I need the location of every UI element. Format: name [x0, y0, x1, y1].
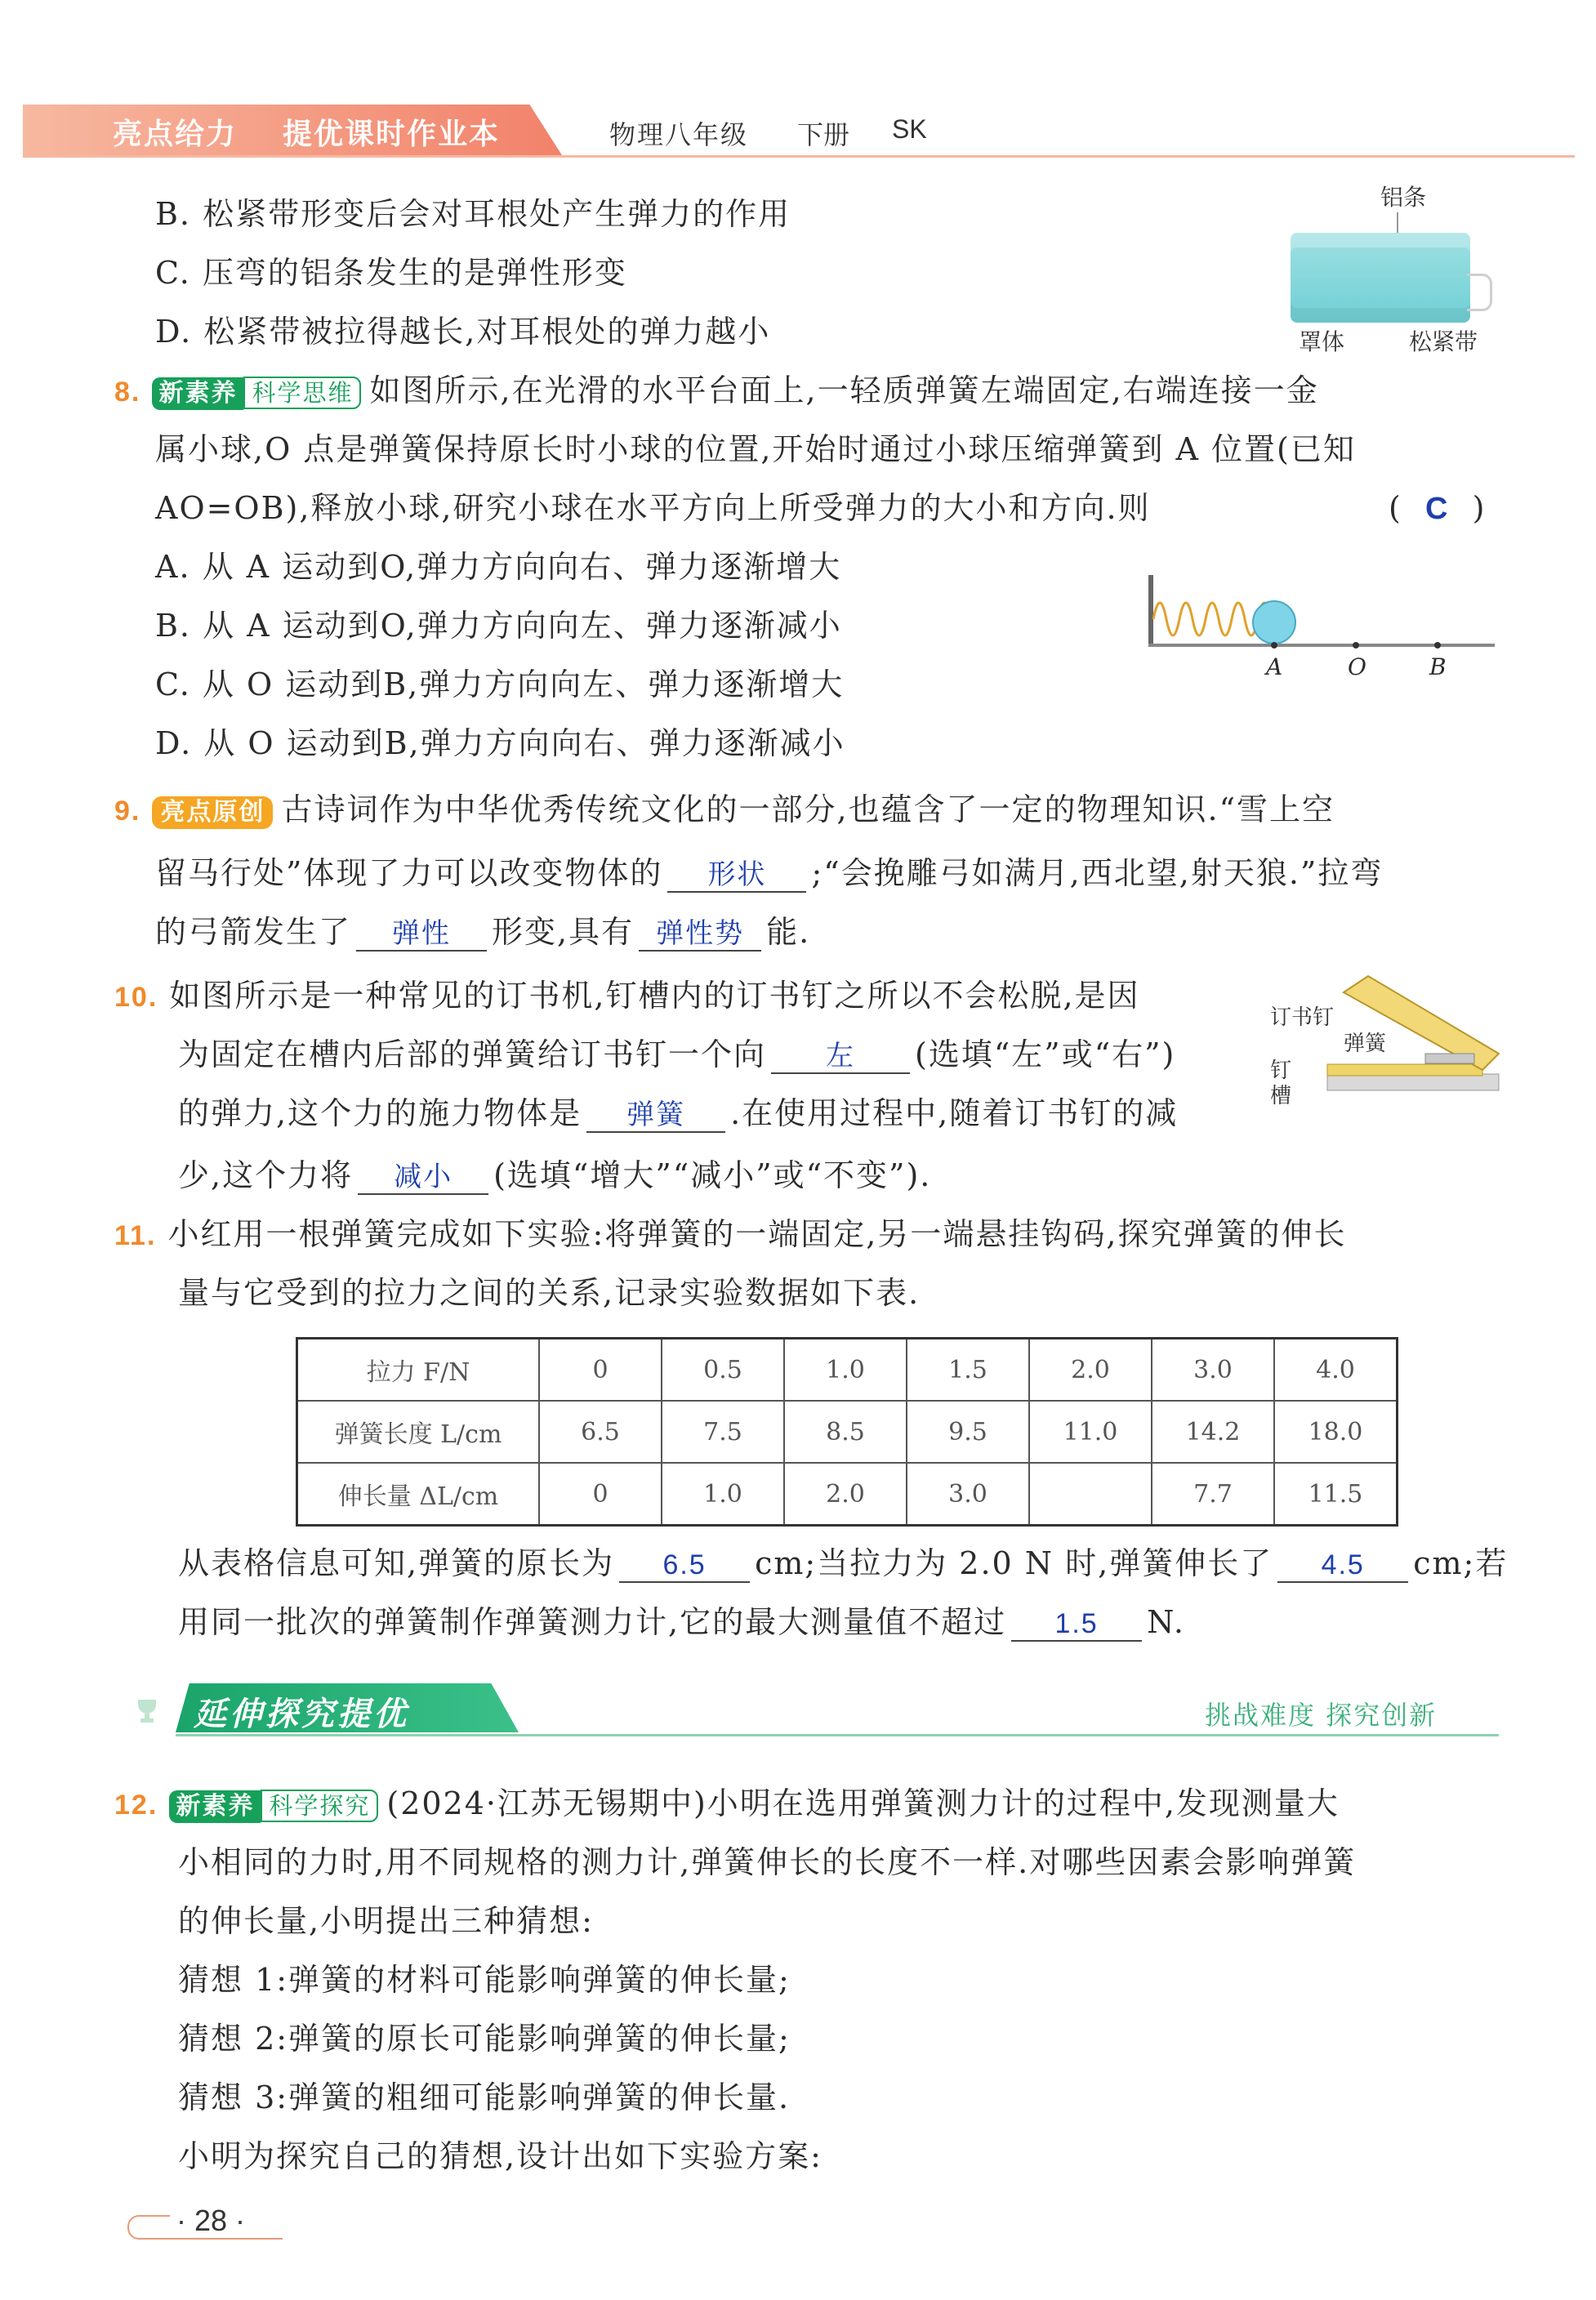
q12-text-last: 小明为探究自己的猜想,设计出如下实验方案: [178, 2138, 823, 2174]
q10-answer-2: 弹簧 [586, 1099, 725, 1133]
q11-text-2: 量与它受到的拉力之间的关系,记录实验数据如下表. [178, 1275, 921, 1311]
q8-number: 8. [114, 377, 141, 408]
stapler-slot-label-2: 槽 [1270, 1084, 1292, 1108]
q9-line-1 [114, 790, 1335, 831]
section-header [127, 1678, 1499, 1737]
q11-text-3b: cm;当拉力为 2.0 N 时,弹簧伸长了 [755, 1545, 1273, 1581]
stapler-figure [1270, 968, 1507, 1115]
q8-line-1 [114, 371, 1319, 412]
q12-guess-3: 猜想 3:弹簧的粗细可能影响弹簧的伸长量. [178, 2079, 791, 2115]
table-cell [1029, 1463, 1152, 1526]
q10-answer-1: 左 [771, 1040, 910, 1074]
spring-label-a: A [1266, 653, 1283, 680]
q10-text-3a: 的弹力,这个力的施力物体是 [178, 1095, 582, 1131]
table-row [297, 1401, 1398, 1463]
q10-answer-3: 减小 [358, 1161, 488, 1195]
q8-text-2: 属小球,O 点是弹簧保持原长时小球的位置,开始时通过小球压缩弹簧到 A 位置(已知 [155, 431, 1356, 467]
mask-figure [1274, 167, 1519, 363]
q8-text-3: AO=OB),释放小球,研究小球在水平方向上所受弹力的大小和方向.则 [155, 490, 1151, 526]
section-subtitle: 挑战难度 探究创新 [1205, 1700, 1438, 1731]
q11-answer-3: 1.5 [1011, 1607, 1142, 1642]
q11-line-3 [178, 1544, 1508, 1583]
q12-text-2: 小相同的力时,用不同规格的测力计,弹簧伸长的长度不一样.对哪些因素会影响弹簧 [178, 1844, 1357, 1880]
q11-text-3c: cm;若 [1413, 1545, 1509, 1581]
q11-number: 11. [114, 1220, 157, 1251]
table-cell: 11.0 [1029, 1401, 1152, 1463]
table-cell: 0 [539, 1463, 662, 1526]
table-cell: 7.5 [662, 1401, 784, 1463]
table-cell: 2.0 [1029, 1339, 1152, 1402]
table-cell: 3.0 [1152, 1339, 1274, 1402]
table-cell: 6.5 [539, 1401, 662, 1463]
q7-option-b: B. 松紧带形变后会对耳根处产生弹力的作用 [155, 196, 791, 232]
mask-body-label: 罩体 [1299, 328, 1345, 355]
footer-rule [168, 2238, 283, 2240]
q8-option-a: A. 从 A 运动到O,弹力方向向右、弹力逐渐增大 [155, 549, 842, 585]
header-brand: 亮点给力 [113, 118, 238, 151]
page-number: · 28 · [176, 2204, 246, 2237]
q10-line-3 [178, 1094, 1178, 1133]
header-bar [23, 105, 1575, 157]
q10-text-2b: (选填“左”或“右”) [915, 1036, 1176, 1072]
spring-diagram [1144, 572, 1503, 694]
header-series: 提优课时作业本 [283, 118, 501, 151]
section-rule [176, 1734, 1499, 1736]
table-cell: 1.5 [907, 1339, 1029, 1402]
q9-text-3a: 的弓箭发生了 [155, 914, 352, 950]
q8-text-1: 如图所示,在光滑的水平台面上,一轻质弹簧左端固定,右端连接一金 [369, 372, 1319, 408]
q11-line-4 [178, 1602, 1185, 1642]
q10-text-4b: (选填“增大”“减小”或“不变”). [493, 1157, 932, 1193]
q12-text-3: 的伸长量,小明提出三种猜想: [178, 1903, 594, 1939]
q9-answer-2: 弹性 [356, 917, 487, 952]
q10-number: 10. [114, 982, 158, 1013]
table-row-label: 弹簧长度 L/cm [297, 1401, 540, 1463]
q9-line-3 [155, 912, 810, 952]
q10-text-2a: 为固定在槽内后部的弹簧给订书钉一个向 [178, 1036, 767, 1072]
q12-text-1: (2024·江苏无锡期中)小明在选用弹簧测力计的过程中,发现测量大 [386, 1785, 1340, 1821]
table-cell: 1.0 [784, 1339, 907, 1402]
q12-tag-main: 新素养 [169, 1790, 261, 1823]
q11-answer-2: 4.5 [1277, 1549, 1408, 1583]
stapler-staples-label: 订书钉 [1270, 1005, 1335, 1030]
q12-guess-1: 猜想 1:弹簧的材料可能影响弹簧的伸长量; [178, 1962, 791, 1998]
header-edition: SK [892, 114, 927, 144]
spring-label-b: B [1429, 653, 1447, 680]
table-cell: 11.5 [1274, 1463, 1398, 1526]
stapler-slot-label-1: 钉 [1270, 1059, 1292, 1083]
header-subject: 物理八年级 [609, 119, 749, 150]
q11-text-3a: 从表格信息可知,弹簧的原长为 [178, 1545, 615, 1581]
table-row-label: 伸长量 ΔL/cm [297, 1463, 540, 1526]
q9-text-1: 古诗词作为中华优秀传统文化的一部分,也蕴含了一定的物理知识.“雪上空 [281, 791, 1335, 827]
q11-answer-1: 6.5 [619, 1549, 750, 1583]
table-cell: 9.5 [907, 1401, 1029, 1463]
header-volume: 下册 [797, 119, 850, 150]
table-cell: 3.0 [907, 1463, 1029, 1526]
q9-tag: 亮点原创 [152, 796, 273, 829]
table-cell: 4.0 [1274, 1339, 1398, 1402]
q10-line-2 [178, 1035, 1175, 1074]
table-cell: 0 [539, 1339, 662, 1402]
table-row-label: 拉力 F/N [297, 1339, 540, 1402]
q10-text-4a: 少,这个力将 [178, 1157, 354, 1193]
q12-line-1 [114, 1784, 1340, 1825]
table-cell: 8.5 [784, 1401, 907, 1463]
q8-option-c: C. 从 O 运动到B,弹力方向向左、弹力逐渐增大 [155, 666, 845, 702]
table-row [297, 1463, 1398, 1526]
q11-line-1 [114, 1215, 1346, 1255]
q9-number: 9. [114, 796, 141, 827]
q10-text-1: 如图所示是一种常见的订书机,钉槽内的订书钉之所以不会松脱,是因 [169, 978, 1140, 1014]
spring-label-o: O [1348, 653, 1366, 680]
table-cell: 18.0 [1274, 1401, 1398, 1463]
q7-option-c: C. 压弯的铝条发生的是弹性形变 [155, 255, 627, 291]
q11-text-1: 小红用一根弹簧完成如下实验:将弹簧的一端固定,另一端悬挂钩码,探究弹簧的伸长 [167, 1216, 1347, 1252]
mask-band-label: 松紧带 [1409, 328, 1478, 355]
table-cell: 1.0 [662, 1463, 784, 1526]
table-cell: 2.0 [784, 1463, 907, 1526]
q8-answer: C [1424, 492, 1450, 526]
q9-line-2 [155, 854, 1383, 893]
q11-text-4b: N. [1147, 1604, 1185, 1640]
mask-band-shape [1467, 274, 1492, 311]
q8-option-b: B. 从 A 运动到O,弹力方向向左、弹力逐渐减小 [155, 608, 842, 644]
q9-text-2a: 留马行处”体现了力可以改变物体的 [155, 855, 663, 891]
q9-text-3b: 形变,具有 [492, 914, 635, 950]
table-cell: 0.5 [662, 1339, 784, 1402]
stapler-spring-label: 弹簧 [1344, 1032, 1387, 1056]
q12-guess-2: 猜想 2:弹簧的原长可能影响弹簧的伸长量; [178, 2021, 791, 2057]
table-cell: 7.7 [1152, 1463, 1274, 1526]
q9-answer-1: 形状 [667, 858, 806, 893]
q11-text-4a: 用同一批次的弹簧制作弹簧测力计,它的最大测量值不超过 [178, 1604, 1007, 1640]
trophy-icon [133, 1696, 161, 1724]
q12-number: 12. [114, 1790, 158, 1821]
footer-curl [127, 2215, 170, 2240]
q8-tag-sub: 科学思维 [243, 377, 361, 409]
q9-text-3c: 能. [766, 914, 811, 950]
q12-tag-sub: 科学探究 [261, 1790, 378, 1822]
section-title: 延伸探究提优 [194, 1696, 409, 1733]
mask-body-shape [1291, 233, 1470, 323]
mask-strip-label: 铝条 [1380, 184, 1427, 211]
stapler-diagram [1270, 968, 1507, 1115]
header-underline [23, 155, 1575, 158]
spring-figure [1144, 572, 1503, 694]
q9-text-2b: ;“会挽雕弓如满月,西北望,射天狼.”拉弯 [811, 855, 1384, 891]
table-cell: 14.2 [1152, 1401, 1274, 1463]
q10-line-1 [114, 976, 1140, 1017]
footer-page [123, 2197, 286, 2246]
table-row [297, 1339, 1398, 1402]
q10-line-4 [178, 1156, 931, 1195]
q8-answer-bracket: ( C ) [1389, 490, 1487, 526]
q8-tag-main: 新素养 [152, 377, 243, 410]
q8-option-d: D. 从 O 运动到B,弹力方向向右、弹力逐渐减小 [155, 725, 845, 761]
q9-answer-3: 弹性势 [639, 917, 761, 952]
spring-data-table [296, 1337, 1398, 1527]
q10-text-3b: .在使用过程中,随着订书钉的减 [730, 1095, 1179, 1131]
q7-option-d: D. 松紧带被拉得越长,对耳根处的弹力越小 [155, 314, 771, 350]
